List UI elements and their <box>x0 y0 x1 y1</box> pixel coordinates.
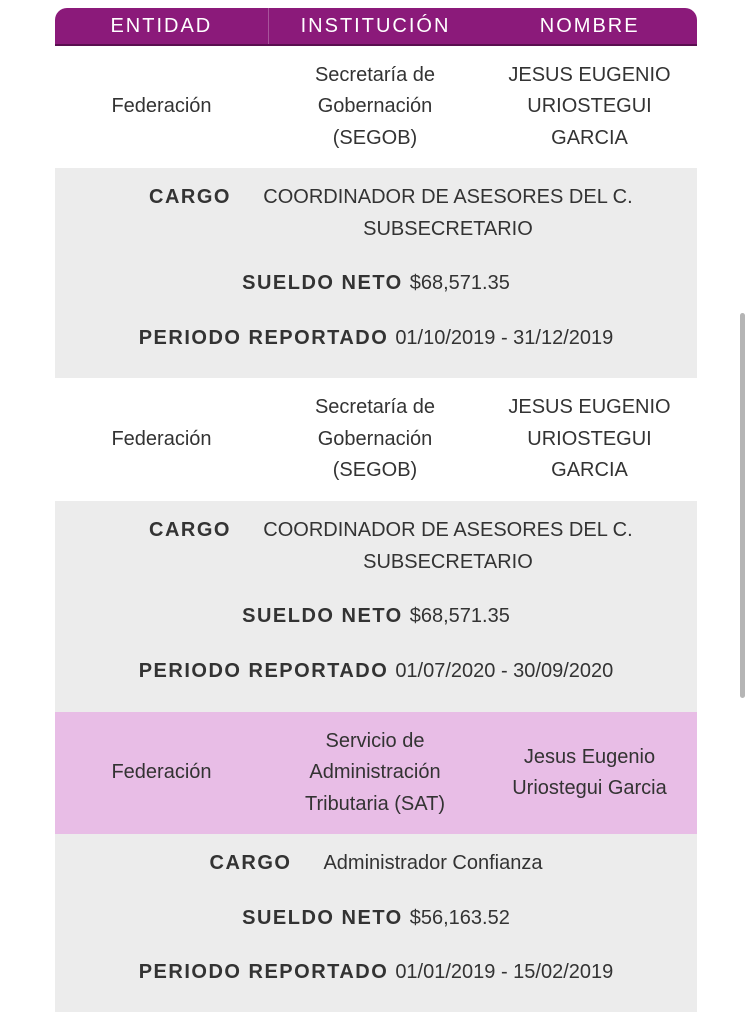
header-nombre[interactable]: NOMBRE <box>539 14 640 37</box>
cargo-label: CARGO <box>209 852 292 874</box>
periodo-value: 01/10/2019 - 31/12/2019 <box>395 326 614 349</box>
table-row-highlighted[interactable] <box>55 712 697 834</box>
nombre-cell <box>482 742 697 805</box>
salary-table <box>55 8 697 1012</box>
periodo-row <box>55 957 697 989</box>
cargo-row <box>55 182 697 245</box>
institucion-text: Servicio de Administración Tributaria (SAT) <box>304 729 446 815</box>
cargo-label: CARGO <box>149 519 231 541</box>
periodo-value: 01/07/2020 - 30/09/2020 <box>395 659 614 682</box>
sueldo-value: $68,571.35 <box>409 272 510 294</box>
cargo-value: COORDINADOR DE ASESORES DEL C. SUBSECRETARIO <box>263 519 633 573</box>
periodo-row <box>55 656 697 688</box>
nombre-text: JESUS EUGENIO URIOSTEGUI GARCIA <box>508 396 671 482</box>
table-row[interactable] <box>55 46 697 168</box>
cargo-value: COORDINADOR DE ASESORES DEL C. SUBSECRETARIO <box>263 186 633 240</box>
table-header <box>55 8 697 46</box>
sueldo-row <box>55 268 697 300</box>
periodo-value: 01/01/2019 - 15/02/2019 <box>395 961 614 983</box>
sueldo-value: $68,571.35 <box>409 605 510 627</box>
institucion-cell <box>268 726 482 821</box>
sueldo-row <box>55 601 697 633</box>
detail-panel <box>55 168 697 378</box>
entidad-cell: Federación <box>111 761 212 784</box>
nombre-cell <box>482 60 697 155</box>
institucion-cell <box>268 392 482 487</box>
sueldo-value: $56,163.52 <box>409 906 510 929</box>
detail-panel <box>55 834 697 1012</box>
sueldo-label: SUELDO NETO <box>242 605 403 627</box>
entidad-cell: Federación <box>111 95 212 118</box>
cargo-row <box>55 848 697 880</box>
sueldo-row <box>55 903 697 935</box>
institucion-cell <box>268 60 482 155</box>
detail-panel <box>55 501 697 712</box>
cargo-value: Administrador Confianza <box>323 852 543 874</box>
periodo-label: PERIODO REPORTADO <box>138 659 389 682</box>
periodo-row <box>55 323 697 355</box>
periodo-label: PERIODO REPORTADO <box>138 326 389 349</box>
vertical-scrollbar[interactable] <box>740 313 745 698</box>
table-row[interactable] <box>55 378 697 501</box>
nombre-cell <box>482 392 697 487</box>
institucion-text: Secretaría de Gobernación (SEGOB) <box>314 396 436 482</box>
institucion-text: Secretaría de Gobernación (SEGOB) <box>314 63 436 149</box>
periodo-label: PERIODO REPORTADO <box>138 961 389 983</box>
sueldo-label: SUELDO NETO <box>242 906 403 929</box>
sueldo-label: SUELDO NETO <box>242 272 403 294</box>
cargo-label: CARGO <box>149 186 231 208</box>
nombre-text: Jesus Eugenio Uriostegui Garcia <box>512 745 667 799</box>
nombre-text: JESUS EUGENIO URIOSTEGUI GARCIA <box>508 63 671 149</box>
header-entidad[interactable]: ENTIDAD <box>55 8 269 44</box>
cargo-row <box>55 515 697 578</box>
entidad-cell: Federación <box>111 427 212 450</box>
header-institucion[interactable]: INSTITUCIÓN <box>300 14 451 37</box>
